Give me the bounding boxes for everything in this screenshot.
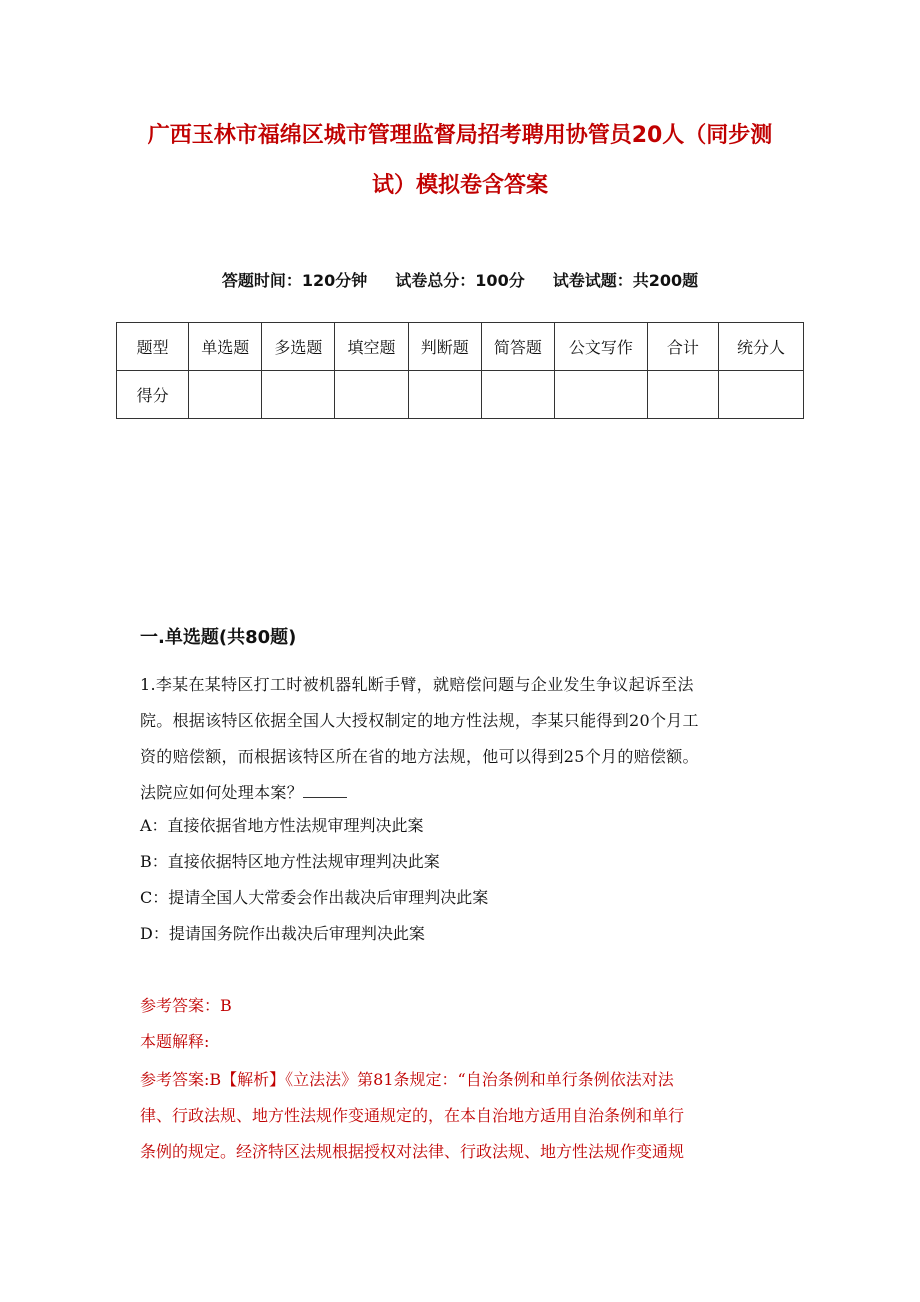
question-line: 法院应如何处理本案？ [140, 783, 304, 802]
score-table-header: 公文写作 [554, 323, 647, 371]
score-table-header: 简答题 [481, 323, 554, 371]
score-table-header: 判断题 [408, 323, 481, 371]
score-row-label: 得分 [117, 371, 189, 419]
exam-time: 答题时间：120分钟 [221, 271, 368, 290]
question-line: 院。根据该特区依据全国人大授权制定的地方性法规，李某只能得到20个月工 [140, 711, 699, 730]
score-cell [647, 371, 718, 419]
score-table-header: 题型 [117, 323, 189, 371]
explanation-text [140, 1062, 785, 1170]
explanation-line: 条例的规定。经济特区法规根据授权对法律、行政法规、地方性法规作变通规 [140, 1142, 685, 1161]
score-table-header: 填空题 [335, 323, 408, 371]
score-cell [262, 371, 335, 419]
score-table-header: 合计 [647, 323, 718, 371]
section-heading: 一.单选题(共80题) [140, 627, 297, 648]
question-line-with-blank [140, 775, 780, 811]
exam-question-count: 试卷试题：共200题 [552, 271, 699, 290]
score-cell [481, 371, 554, 419]
document-title-line-2: 试）模拟卷含答案 [371, 173, 548, 198]
document-title-line-1: 广西玉林市福绵区城市管理监督局招考聘用协管员20人（同步测 [147, 123, 773, 148]
score-cell [189, 371, 262, 419]
question-line: 资的赔偿额，而根据该特区所在省的地方法规，他可以得到25个月的赔偿额。 [140, 747, 699, 766]
option-c: C：提请全国人大常委会作出裁决后审理判决此案 [140, 888, 489, 907]
exam-total-score: 试卷总分：100分 [395, 271, 525, 290]
reference-answer: 参考答案：B [140, 996, 232, 1015]
score-cell [335, 371, 408, 419]
answer-blank [303, 781, 347, 798]
explanation-label: 本题解释: [140, 1032, 210, 1051]
explanation-line: 参考答案:B【解析】《立法法》第81条规定：“自治条例和单行条例依法对法 [140, 1070, 674, 1089]
question-line: 1.李某在某特区打工时被机器轧断手臂，就赔偿问题与企业发生争议起诉至法 [140, 675, 694, 694]
option-b: B：直接依据特区地方性法规审理判决此案 [140, 852, 440, 871]
option-a: A：直接依据省地方性法规审理判决此案 [140, 816, 424, 835]
score-table-header-row [117, 323, 804, 371]
score-cell [719, 371, 804, 419]
question-stem [140, 667, 780, 811]
score-table-header: 单选题 [189, 323, 262, 371]
question-options [140, 808, 780, 952]
score-table-header: 统分人 [719, 323, 804, 371]
option-d: D：提请国务院作出裁决后审理判决此案 [140, 924, 425, 943]
score-table [116, 322, 804, 419]
score-table-score-row [117, 371, 804, 419]
explanation-line: 律、行政法规、地方性法规作变通规定的，在本自治地方适用自治条例和单行 [140, 1106, 685, 1125]
score-cell [408, 371, 481, 419]
exam-meta [0, 270, 920, 292]
score-table-header: 多选题 [262, 323, 335, 371]
score-cell [554, 371, 647, 419]
